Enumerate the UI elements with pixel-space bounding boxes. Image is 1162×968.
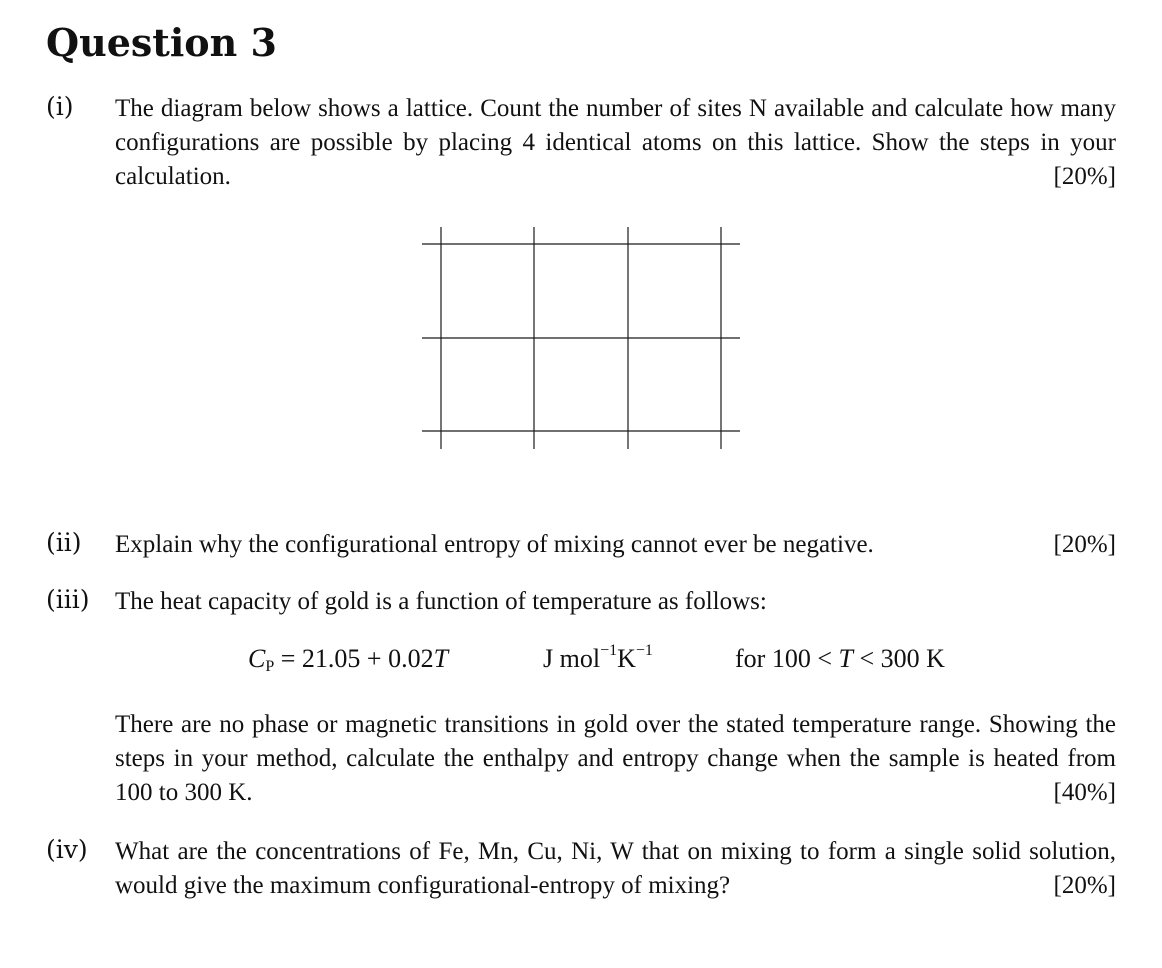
part-iv-label: (iv) xyxy=(46,835,88,864)
part-ii-label: (ii) xyxy=(46,528,82,557)
equation-units: J $mol^{-1}K^{-1}$ xyxy=(543,642,653,673)
question-title: Question 3 xyxy=(46,20,277,65)
part-iv-text: What are the concentrations of Fe, Mn, Cu, Ni, W that on mixing to form a single solid solution, would give the maximum configurational-entropy of mixing? xyxy=(115,838,1116,899)
part-iii-text: There are no phase or magnetic transitions in gold over the stated temperature range. Showing the steps in your method, calculate the enthalpy and entropy change when the sample is heated from 100 to 300 K. xyxy=(115,711,1116,806)
equation-range: for 100 < T < 300 K xyxy=(735,644,945,673)
part-ii-body xyxy=(115,528,1116,562)
part-ii-mark: [20%] xyxy=(1053,531,1116,558)
part-iii-mark: [40%] xyxy=(1053,779,1116,806)
part-i-label: (i) xyxy=(46,92,74,121)
part-i-body xyxy=(115,92,1116,194)
part-iii-label: (iii) xyxy=(46,585,90,614)
part-iv-mark: [20%] xyxy=(1053,872,1116,899)
part-i-text: The diagram below shows a lattice. Count the number of sites N available and calculate how many configurations are possible by placing 4 identical atoms on this lattice. Show the steps in your calculation. xyxy=(115,95,1116,190)
part-iii-intro: The heat capacity of gold is a function of temperature as follows: xyxy=(115,588,767,615)
part-iii-body xyxy=(115,708,1116,810)
heat-capacity-equation xyxy=(0,644,1162,684)
part-ii-text: Explain why the configurational entropy of mixing cannot ever be negative. xyxy=(115,531,874,558)
part-iv-body xyxy=(115,835,1116,903)
lattice-diagram xyxy=(420,225,742,451)
part-i-mark: [20%] xyxy=(1053,163,1116,190)
equation-lhs: $C_P = 21.05 + 0.02T$ xyxy=(248,644,449,675)
